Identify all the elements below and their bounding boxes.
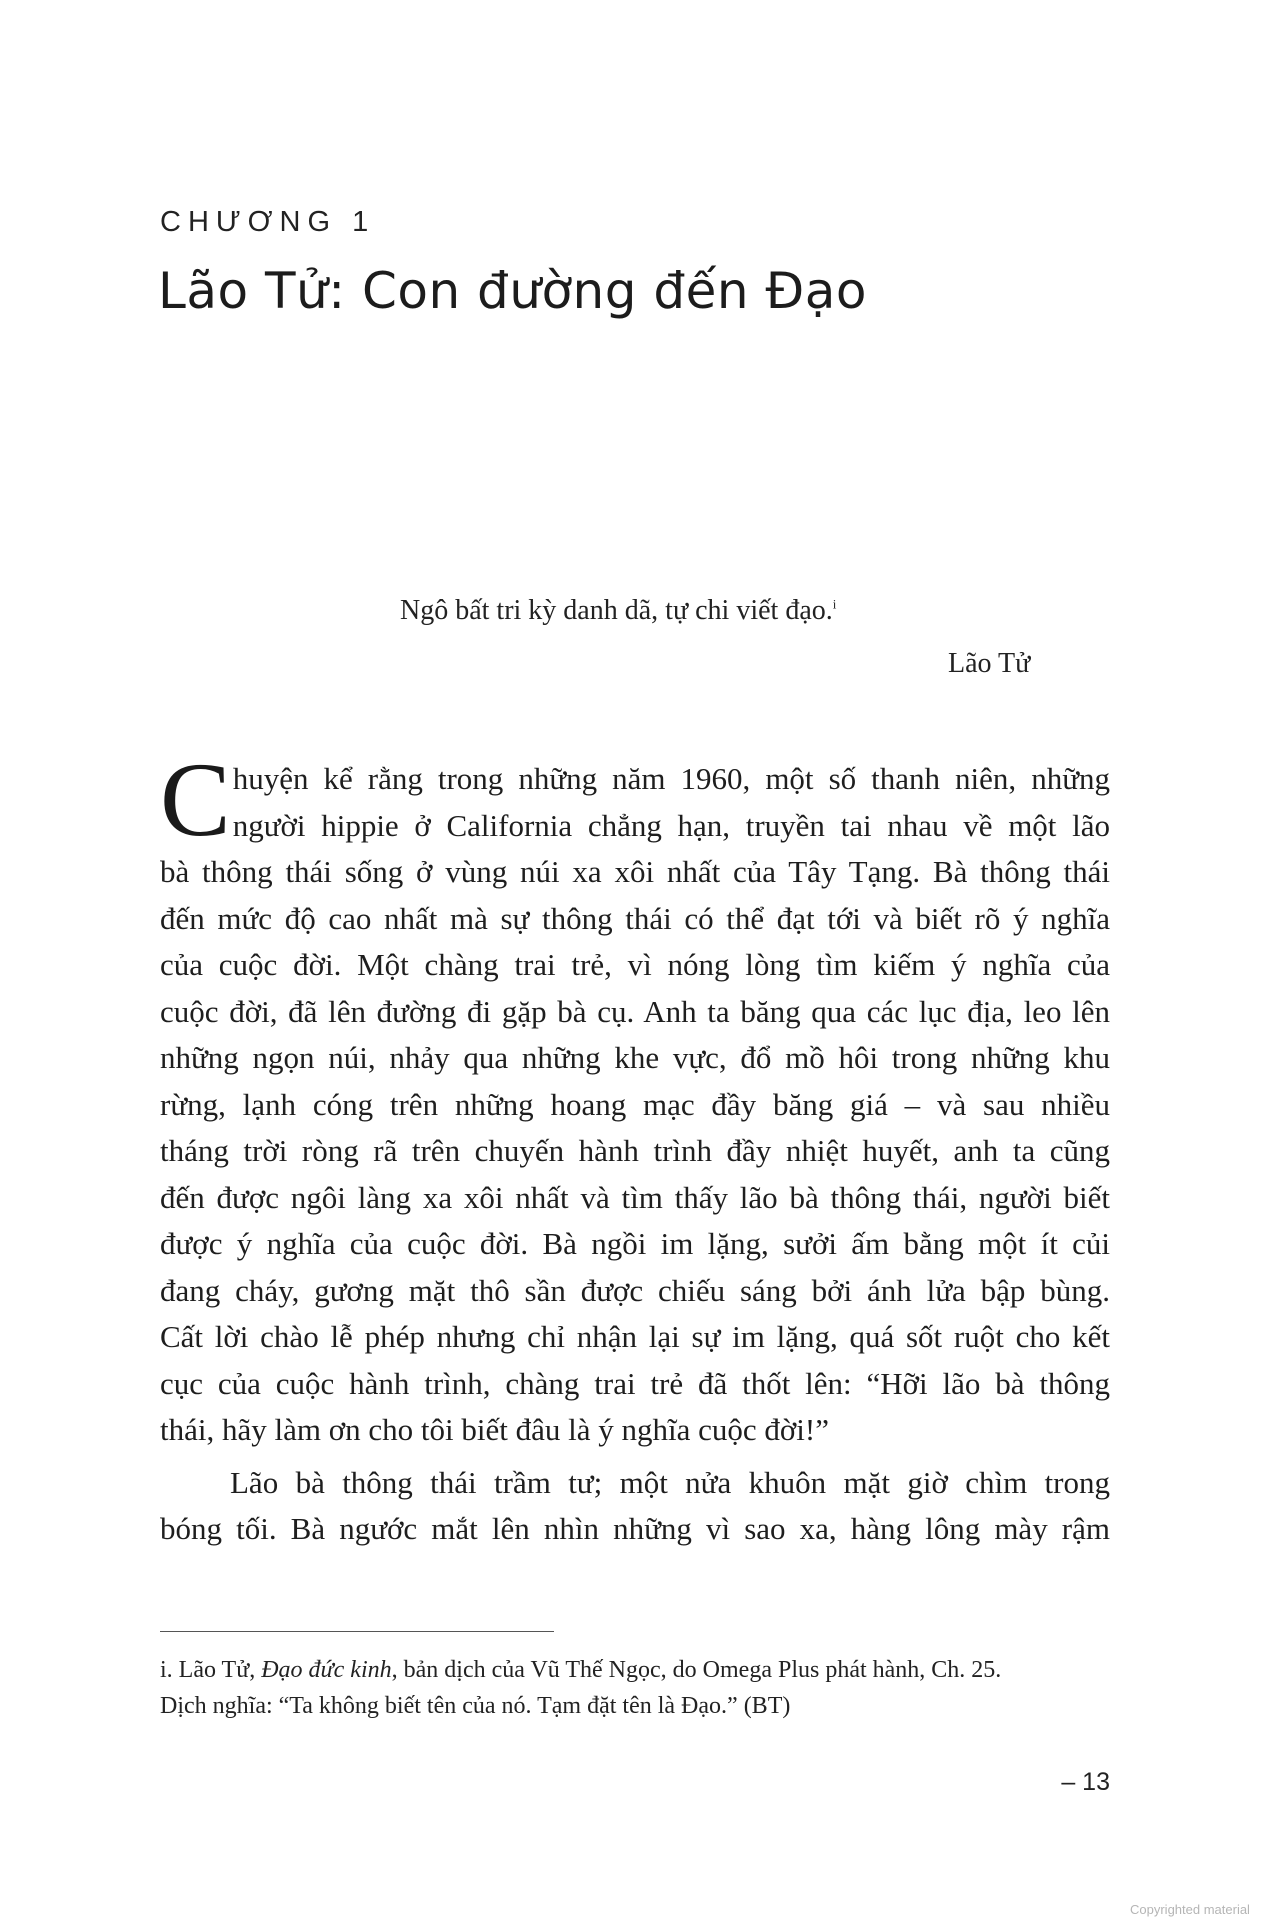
- body-line: huyện kể rằng trong những năm 1960, một số thanh niên, những: [232, 761, 1110, 796]
- body-line: cục của cuộc hành trình, chàng trai trẻ đã thốt lên: “Hỡi lão bà thông: [160, 1365, 1110, 1401]
- body-line: bà thông thái sống ở vùng núi xa xôi nhất của Tây Tạng. Bà thông thái: [160, 854, 1110, 889]
- footnote-author: Lão Tử,: [178, 1657, 256, 1683]
- body-line: cuộc đời, đã lên đường đi gặp bà cụ. Anh ta băng qua các lục địa, leo lên: [160, 993, 1110, 1029]
- paragraph-2: [160, 1460, 1110, 1553]
- footnote-marker: i.: [160, 1657, 173, 1683]
- epigraph-note-marker[interactable]: i: [832, 596, 837, 612]
- body-line: đang cháy, gương mặt thô sần được chiếu sáng bởi ánh lửa bập bùng.: [160, 1272, 1110, 1308]
- body-line: rừng, lạnh cóng trên những hoang mạc đầy băng giá – và sau nhiều: [160, 1086, 1110, 1122]
- chapter-title: Lão Tử: Con đường đến Đạo: [158, 262, 867, 320]
- epigraph-author: Lão Tử: [948, 648, 1031, 679]
- body-line: được ý nghĩa của cuộc đời. Bà ngồi im lặng, sưởi ấm bằng một ít củi: [160, 1226, 1110, 1261]
- body-line: thái, hãy làm ơn cho tôi biết đâu là ý nghĩa cuộc đời!”: [160, 1412, 829, 1447]
- body-line: đến mức độ cao nhất mà sự thông thái có thể đạt tới và biết rõ ý nghĩa: [160, 900, 1110, 936]
- drop-cap: C: [160, 741, 231, 858]
- copyright-watermark: Copyrighted material: [1130, 1902, 1250, 1917]
- footnote-book-title: Đạo đức kinh: [261, 1657, 392, 1683]
- body-line: người hippie ở California chẳng hạn, truyền tai nhau về một lão: [232, 807, 1110, 843]
- body-line: đến được ngôi làng xa xôi nhất và tìm thấy lão bà thông thái, người biết: [160, 1179, 1110, 1215]
- body-line: tháng trời ròng rã trên chuyến hành trình đầy nhiệt huyết, anh ta cũng: [160, 1133, 1110, 1168]
- page-number: – 13: [1061, 1768, 1110, 1796]
- footnote-line-2: Dịch nghĩa: “Ta không biết tên của nó. Tạm đặt tên là Đạo.” (BT): [160, 1693, 791, 1719]
- epigraph-text: Ngô bất tri kỳ danh dã, tự chi viết đạo.: [400, 595, 833, 626]
- epigraph-quote: [400, 595, 836, 627]
- footnote-citation: , bản dịch của Vũ Thế Ngọc, do Omega Plus phát hành, Ch. 25.: [391, 1657, 1002, 1683]
- body-line: của cuộc đời. Một chàng trai trẻ, vì nóng lòng tìm kiếm ý nghĩa của: [160, 947, 1110, 982]
- paragraph-1: [160, 741, 1110, 1454]
- body-line: bóng tối. Bà ngước mắt lên nhìn những vì sao xa, hàng lông mày rậm: [160, 1511, 1110, 1546]
- chapter-label: CHƯƠNG 1: [160, 206, 376, 238]
- body-line: Lão bà thông thái trầm tư; một nửa khuôn mặt giờ chìm trong: [230, 1464, 1110, 1500]
- body-line: những ngọn núi, nhảy qua những khe vực, đổ mồ hôi trong những khu: [160, 1040, 1110, 1075]
- body-line: Cất lời chào lễ phép nhưng chỉ nhận lại sự im lặng, quá sốt ruột cho kết: [160, 1319, 1110, 1354]
- footnote-divider: [160, 1631, 554, 1632]
- footnote-line-1: [160, 1652, 1110, 1688]
- footnote: [160, 1652, 1110, 1724]
- body-text: [160, 741, 1110, 1553]
